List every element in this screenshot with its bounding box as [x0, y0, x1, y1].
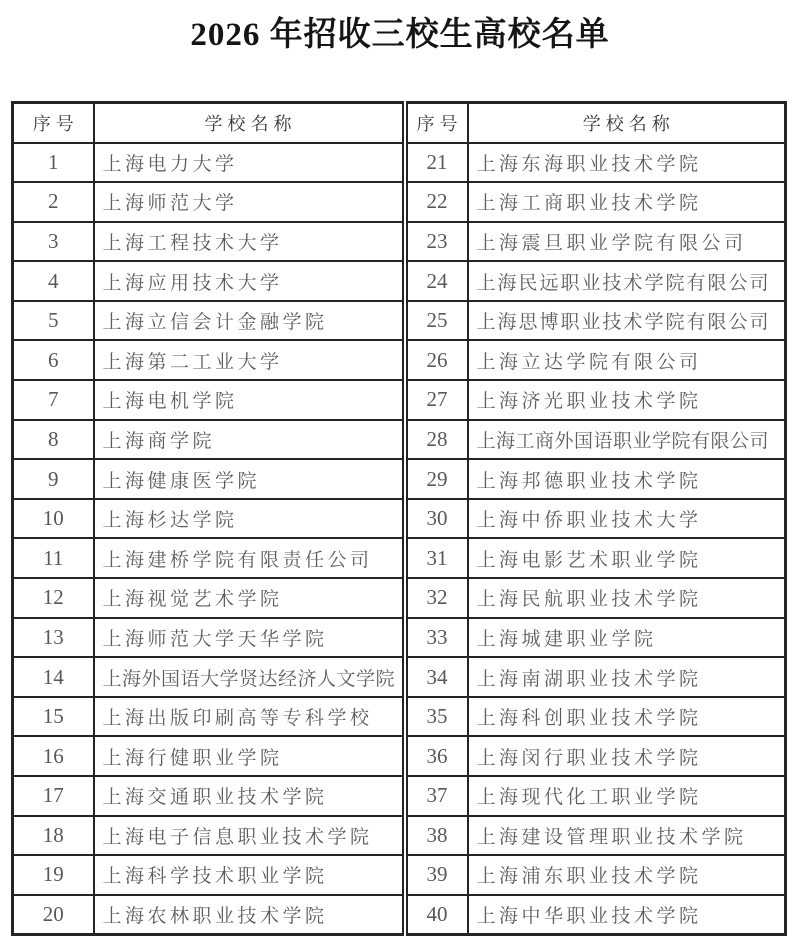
- row-number-cell: 9: [13, 459, 94, 499]
- header-no-left: 序号: [13, 103, 94, 143]
- table-row: [13, 578, 786, 618]
- table-row: [13, 538, 786, 578]
- school-name-cell: 上海电机学院: [94, 380, 405, 420]
- header-row: [13, 103, 786, 143]
- school-name-cell: 上海中华职业技术学院: [468, 895, 786, 935]
- row-number-cell: 31: [405, 538, 468, 578]
- school-name-cell: 上海建设管理职业技术学院: [468, 816, 786, 856]
- row-number-cell: 21: [405, 143, 468, 183]
- row-number-cell: 36: [405, 736, 468, 776]
- table-row: [13, 895, 786, 935]
- row-number-cell: 12: [13, 578, 94, 618]
- school-name-cell: 上海杉达学院: [94, 499, 405, 539]
- row-number-cell: 18: [13, 816, 94, 856]
- page-title: 2026 年招收三校生高校名单: [190, 17, 610, 53]
- table-row: [13, 855, 786, 895]
- school-name-cell: 上海建桥学院有限责任公司: [94, 538, 405, 578]
- school-name-cell: 上海科学技术职业学院: [94, 855, 405, 895]
- row-number-cell: 11: [13, 538, 94, 578]
- row-number-cell: 30: [405, 499, 468, 539]
- table-row: [13, 380, 786, 420]
- school-name-cell: 上海应用技术大学: [94, 261, 405, 301]
- row-number-cell: 10: [13, 499, 94, 539]
- row-number-cell: 6: [13, 340, 94, 380]
- table-row: [13, 420, 786, 460]
- table-row: [13, 697, 786, 737]
- row-number-cell: 16: [13, 736, 94, 776]
- row-number-cell: 32: [405, 578, 468, 618]
- row-number-cell: 38: [405, 816, 468, 856]
- row-number-cell: 4: [13, 261, 94, 301]
- table-row: [13, 459, 786, 499]
- table-body: [13, 143, 786, 935]
- row-number-cell: 7: [13, 380, 94, 420]
- table-row: [13, 340, 786, 380]
- row-number-cell: 17: [13, 776, 94, 816]
- school-name-cell: 上海商学院: [94, 420, 405, 460]
- header-name-left: 学校名称: [94, 103, 405, 143]
- row-number-cell: 35: [405, 697, 468, 737]
- school-name-cell: 上海中侨职业技术大学: [468, 499, 786, 539]
- school-name-cell: 上海视觉艺术学院: [94, 578, 405, 618]
- row-number-cell: 2: [13, 182, 94, 222]
- school-name-cell: 上海立达学院有限公司: [468, 340, 786, 380]
- table-row: [13, 143, 786, 183]
- school-name-cell: 上海浦东职业技术学院: [468, 855, 786, 895]
- school-name-cell: 上海工商职业技术学院: [468, 182, 786, 222]
- school-name-cell: 上海电影艺术职业学院: [468, 538, 786, 578]
- row-number-cell: 15: [13, 697, 94, 737]
- header-name-right: 学校名称: [468, 103, 786, 143]
- row-number-cell: 23: [405, 222, 468, 262]
- row-number-cell: 34: [405, 657, 468, 697]
- school-name-cell: 上海民远职业技术学院有限公司: [468, 261, 786, 301]
- row-number-cell: 28: [405, 420, 468, 460]
- table-row: [13, 736, 786, 776]
- row-number-cell: 8: [13, 420, 94, 460]
- row-number-cell: 20: [13, 895, 94, 935]
- table-row: [13, 776, 786, 816]
- row-number-cell: 22: [405, 182, 468, 222]
- row-number-cell: 26: [405, 340, 468, 380]
- school-name-cell: 上海电子信息职业技术学院: [94, 816, 405, 856]
- row-number-cell: 1: [13, 143, 94, 183]
- row-number-cell: 37: [405, 776, 468, 816]
- row-number-cell: 25: [405, 301, 468, 341]
- table-row: [13, 222, 786, 262]
- table-row: [13, 301, 786, 341]
- row-number-cell: 40: [405, 895, 468, 935]
- school-name-cell: 上海科创职业技术学院: [468, 697, 786, 737]
- school-name-cell: 上海东海职业技术学院: [468, 143, 786, 183]
- row-number-cell: 27: [405, 380, 468, 420]
- school-name-cell: 上海邦德职业技术学院: [468, 459, 786, 499]
- row-number-cell: 24: [405, 261, 468, 301]
- school-name-cell: 上海第二工业大学: [94, 340, 405, 380]
- school-name-cell: 上海立信会计金融学院: [94, 301, 405, 341]
- table-row: [13, 816, 786, 856]
- school-list-table: [11, 101, 787, 936]
- table-row: [13, 657, 786, 697]
- school-name-cell: 上海师范大学: [94, 182, 405, 222]
- school-name-cell: 上海思博职业技术学院有限公司: [468, 301, 786, 341]
- row-number-cell: 3: [13, 222, 94, 262]
- table-row: [13, 261, 786, 301]
- school-name-cell: 上海震旦职业学院有限公司: [468, 222, 786, 262]
- table-row: [13, 618, 786, 658]
- school-name-cell: 上海工商外国语职业学院有限公司: [468, 420, 786, 460]
- row-number-cell: 39: [405, 855, 468, 895]
- row-number-cell: 19: [13, 855, 94, 895]
- table-row: [13, 499, 786, 539]
- school-name-cell: 上海工程技术大学: [94, 222, 405, 262]
- school-name-cell: 上海出版印刷高等专科学校: [94, 697, 405, 737]
- table-header: [13, 103, 786, 143]
- school-name-cell: 上海行健职业学院: [94, 736, 405, 776]
- row-number-cell: 5: [13, 301, 94, 341]
- row-number-cell: 14: [13, 657, 94, 697]
- school-name-cell: 上海交通职业技术学院: [94, 776, 405, 816]
- school-name-cell: 上海农林职业技术学院: [94, 895, 405, 935]
- school-name-cell: 上海城建职业学院: [468, 618, 786, 658]
- school-name-cell: 上海外国语大学贤达经济人文学院: [94, 657, 405, 697]
- school-name-cell: 上海现代化工职业学院: [468, 776, 786, 816]
- school-name-cell: 上海南湖职业技术学院: [468, 657, 786, 697]
- school-name-cell: 上海电力大学: [94, 143, 405, 183]
- header-no-right: 序号: [405, 103, 468, 143]
- school-name-cell: 上海济光职业技术学院: [468, 380, 786, 420]
- school-name-cell: 上海闵行职业技术学院: [468, 736, 786, 776]
- row-number-cell: 29: [405, 459, 468, 499]
- row-number-cell: 13: [13, 618, 94, 658]
- school-name-cell: 上海健康医学院: [94, 459, 405, 499]
- school-name-cell: 上海师范大学天华学院: [94, 618, 405, 658]
- table-row: [13, 182, 786, 222]
- school-name-cell: 上海民航职业技术学院: [468, 578, 786, 618]
- row-number-cell: 33: [405, 618, 468, 658]
